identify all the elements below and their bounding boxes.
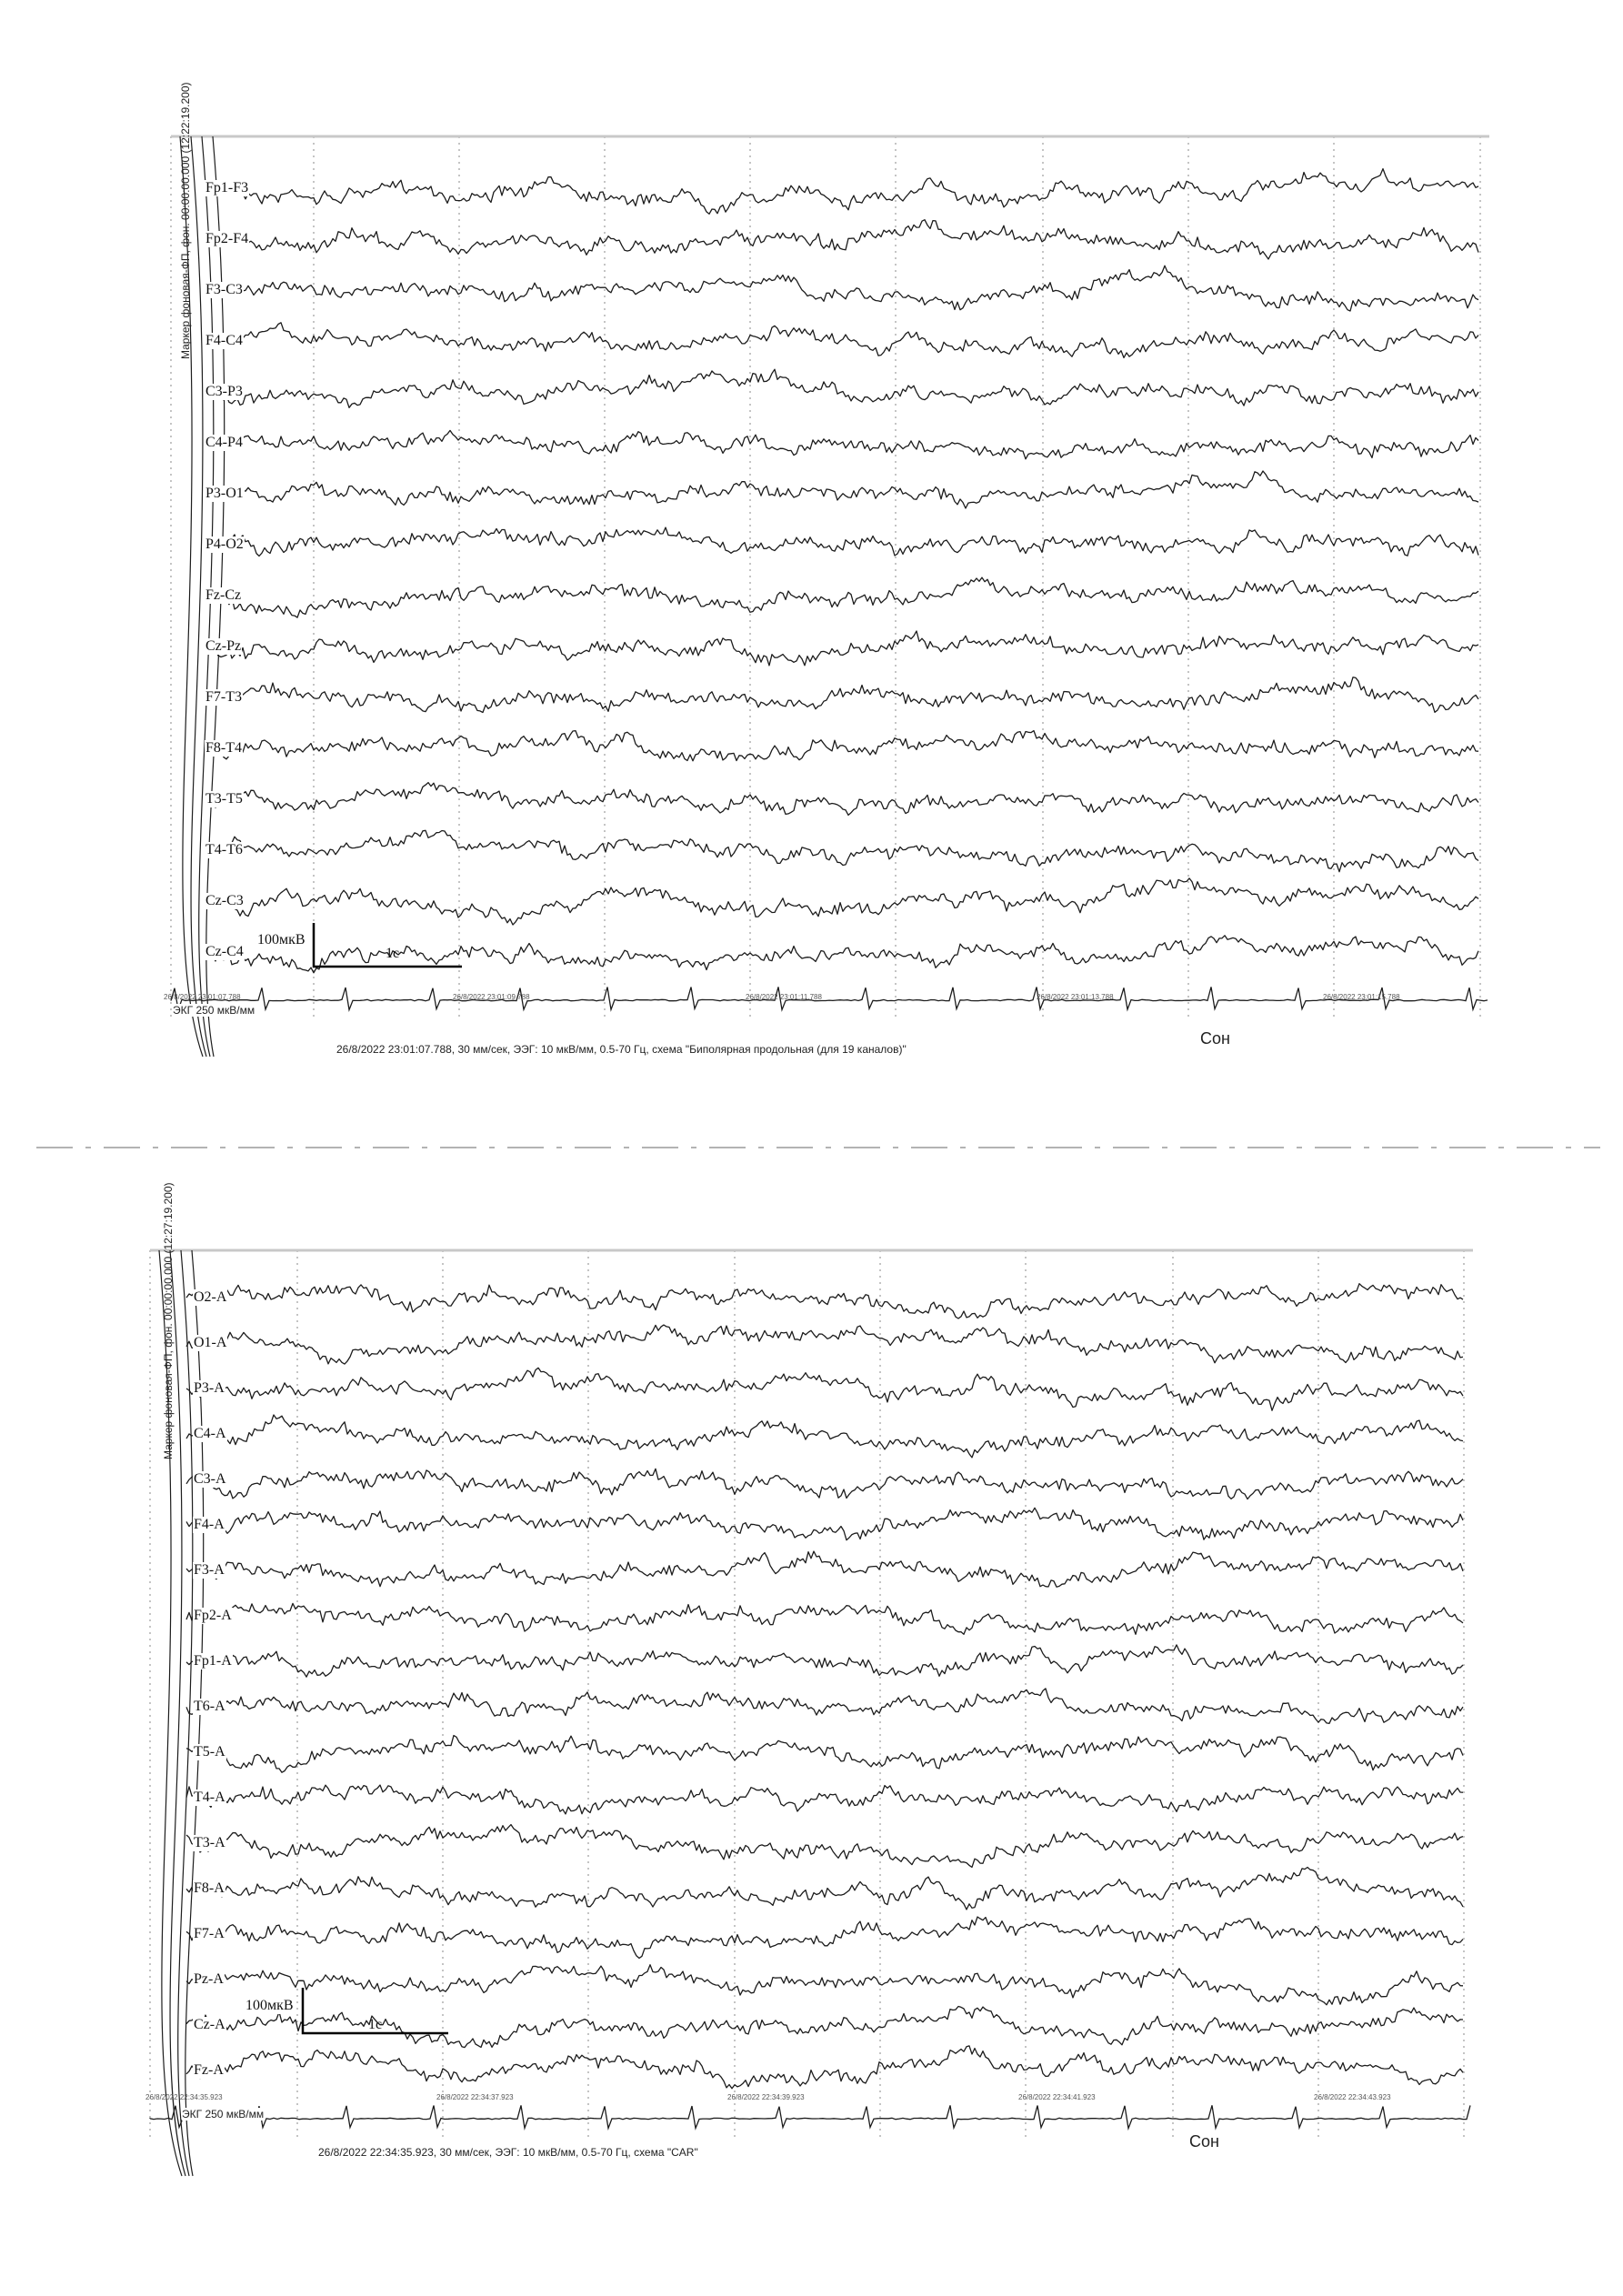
channel-label: C3-P3	[205, 384, 243, 399]
channel-label: F3-C3	[205, 282, 243, 297]
eeg-trace	[186, 1551, 1463, 1587]
channel-label: T3-A	[194, 1835, 225, 1850]
channel-label: Fp2-F4	[205, 231, 249, 246]
channel-label: P3-O1	[205, 486, 244, 501]
eeg-trace	[186, 1736, 1463, 1773]
channel-label: C3-A	[194, 1471, 226, 1487]
channel-label: Pz-A	[194, 1971, 224, 1987]
ecg-label: ЭКГ 250 мкВ/мм	[173, 1004, 255, 1017]
channel-label: T5-A	[194, 1744, 225, 1760]
ecg-label: ЭКГ 250 мкВ/мм	[182, 2108, 265, 2121]
time-scale-label: 1с	[386, 946, 400, 961]
time-scale-label: 1с	[368, 2017, 383, 2032]
channel-label: Fz-Cz	[205, 587, 242, 603]
eeg-trace	[186, 1368, 1463, 1410]
channel-label: F4-C4	[205, 333, 243, 348]
channel-label: P3-A	[194, 1380, 225, 1396]
tick-timestamp: 26/8/2022 23:01:09.788	[453, 993, 530, 1001]
state-annotation: Сон	[1200, 1029, 1230, 1048]
channel-label: F4-A	[194, 1517, 225, 1532]
eeg-trace	[186, 1785, 1463, 1814]
ecg-trace	[150, 2105, 1470, 2128]
tick-timestamp: 26/8/2022 23:01:15.788	[1323, 993, 1400, 1001]
channel-label: Cz-A	[194, 2017, 225, 2032]
channel-label: T4-A	[194, 1790, 225, 1805]
recording-parameters: 26/8/2022 22:34:35.923, 30 мм/сек, ЭЭГ: 10 мкВ/мм, 0.5-70 Гц, схема "CAR"	[318, 2146, 698, 2159]
channel-label: O2-A	[194, 1289, 227, 1305]
channel-label: O1-A	[194, 1335, 227, 1350]
channel-label: F8-A	[194, 1880, 225, 1896]
recording-marker: Маркер фоновая-ФП, фон. 00:00:00.000 (12:22:19.200)	[179, 82, 192, 359]
eeg-trace	[186, 1965, 1463, 2005]
tick-timestamp: 26/8/2022 23:01:11.788	[746, 993, 822, 1001]
eeg-trace	[186, 1325, 1463, 1364]
channel-label: Fp1-A	[194, 1653, 232, 1669]
channel-label: C4-P4	[205, 435, 243, 450]
eeg-trace	[186, 1868, 1463, 1910]
channel-label: F8-T4	[205, 740, 242, 756]
channel-label: T4-T6	[205, 842, 243, 857]
state-annotation: Сон	[1189, 2132, 1219, 2151]
eeg-trace	[186, 1415, 1463, 1458]
tick-timestamp: 26/8/2022 23:01:13.788	[1037, 993, 1114, 1001]
eeg-trace	[186, 2046, 1463, 2089]
channel-label: F7-T3	[205, 689, 242, 705]
tick-timestamp: 26/8/2022 22:34:41.923	[1018, 2093, 1096, 2101]
channel-label: Fp1-F3	[205, 180, 249, 196]
tick-timestamp: 26/8/2022 22:34:43.923	[1314, 2093, 1391, 2101]
tick-timestamp: 26/8/2022 23:01:07.788	[164, 993, 241, 1001]
channel-label: Cz-C3	[205, 893, 244, 908]
tick-timestamp: 26/8/2022 22:34:39.923	[727, 2093, 805, 2101]
channel-label: T6-A	[194, 1699, 225, 1714]
eeg-trace	[186, 1508, 1463, 1539]
channel-label: Fz-A	[194, 2062, 224, 2078]
eeg-trace	[186, 1825, 1463, 1868]
channel-label: F3-A	[194, 1562, 225, 1578]
channel-label: C4-A	[194, 1426, 226, 1441]
channel-label: P4-O2	[205, 536, 244, 552]
channel-label: Fp2-A	[194, 1608, 232, 1623]
eeg-trace	[186, 1917, 1463, 1958]
eeg-trace	[186, 1689, 1463, 1723]
voltage-scale-label: 100мкВ	[245, 1998, 294, 2013]
channel-label: T3-T5	[205, 791, 243, 807]
channel-label: Cz-C4	[205, 944, 244, 959]
voltage-scale-label: 100мкВ	[257, 932, 306, 947]
tick-timestamp: 26/8/2022 22:34:37.923	[436, 2093, 514, 2101]
channel-label: Cz-Pz	[205, 638, 242, 654]
tick-timestamp: 26/8/2022 22:34:35.923	[145, 2093, 223, 2101]
eeg-trace	[186, 1645, 1463, 1677]
channel-label: F7-A	[194, 1926, 225, 1941]
eeg-trace	[186, 1603, 1463, 1634]
recording-parameters: 26/8/2022 23:01:07.788, 30 мм/сек, ЭЭГ: 10 мкВ/мм, 0.5-70 Гц, схема "Биполярная продольная (для 19 каналов)"	[336, 1043, 907, 1056]
eeg-trace	[186, 1284, 1463, 1318]
eeg-trace	[186, 1469, 1463, 1499]
recording-marker: Маркер фоновая-ФП, фон. 00:00:00.000 (12:27:19.200)	[162, 1182, 175, 1459]
